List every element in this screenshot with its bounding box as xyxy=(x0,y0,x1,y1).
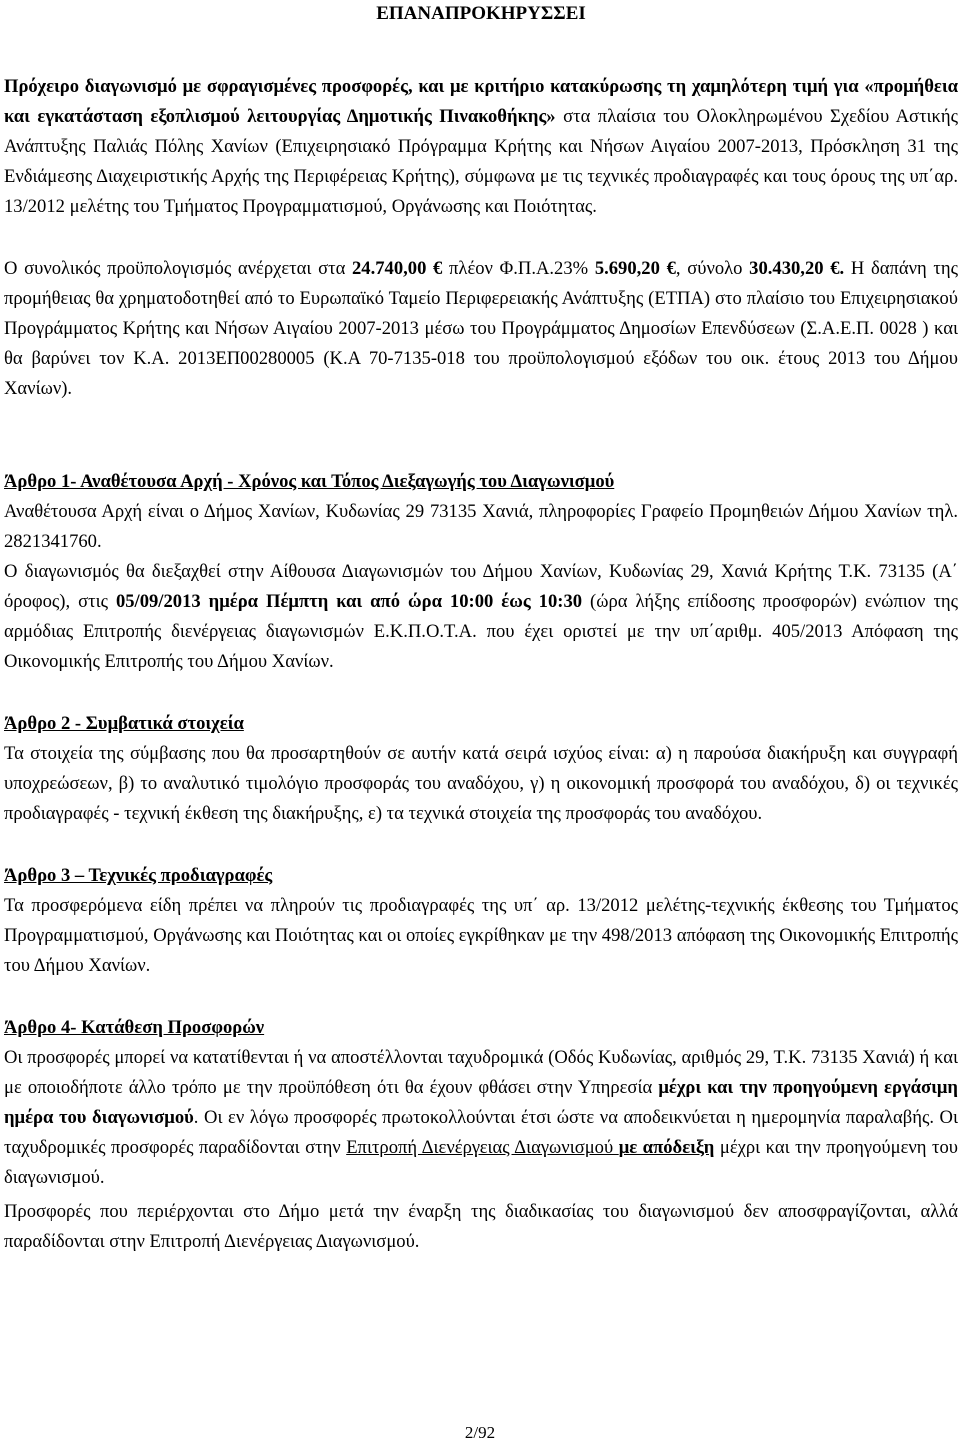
budget-text-a: Ο συνολικός προϋπολογισμός ανέρχεται στα xyxy=(4,258,352,279)
article-4-receipt: με απόδειξη xyxy=(618,1137,715,1158)
article-4-committee: Επιτροπή Διενέργειας Διαγωνισμού xyxy=(346,1137,619,1158)
budget-vat: 5.690,20 € xyxy=(594,258,676,279)
page-title: ΕΠΑΝΑΠΡΟΚΗΡΥΣΣΕΙ xyxy=(376,3,586,24)
article-4-paragraph-1: Οι προσφορές μπορεί να κατατίθενται ή να αποστέλλονται ταχυδρομικά (Οδός Κυδωνίας, αριθμός 29, Τ.Κ. 73135 Χανιά) ή και με οποιοδήποτε άλλο τρόπο με την προϋπόθεση ότι θα έχουν φθάσει στην Υπηρεσία μέχρι και την προηγούμενη εργάσιμη ημέρα του διαγωνισμού. Οι εν λόγω προσφορές πρωτοκολλούνται έτσι ώστε να αποδεικνύεται η ημερομηνία παραλαβής. Οι ταχυδρομικές προσφορές παραδίδονται στην Επιτροπή Διενέργειας Διαγωνισμού με απόδειξη μέχρι και την προηγούμενη του διαγωνισμού. xyxy=(4,1047,959,1188)
article-1-paragraph-2: Ο διαγωνισμός θα διεξαχθεί στην Αίθουσα Διαγωνισμών του Δήμου Χανίων, Κυδωνίας 29, Χανιά Κρήτης Τ.Κ. 73135 (Α΄ όροφος), στις 05/09/2013 ημέρα Πέμπτη και από ώρα 10:00 έως 10:30 (ώρα λήξης επίδοσης προσφορών) ενώπιον της αρμόδιας Επιτροπής διενέργειας διαγωνισμών Ε.Κ.Π.Ο.Τ.Α. που έχει οριστεί με την υπ΄αριθμ. 405/2013 Απόφαση της Οικονομικής Επιτροπής του Δήμου Χανίων. xyxy=(4,561,958,672)
article-3-paragraph: Τα προσφερόμενα είδη πρέπει να πληρούν τις προδιαγραφές της υπ΄ αρ. 13/2012 μελέτης-τεχνικής έκθεσης του Τμήματος Προγραμματισμού, Οργάνωσης και Ποιότητας και οι οποίες εγκρίθηκαν με την 498/2013 απόφαση της Οικονομικής Επιτροπής του Δήμου Χανίων. xyxy=(4,895,958,976)
budget-text-c: , σύνολο xyxy=(675,258,750,279)
intro-paragraph xyxy=(4,72,958,222)
article-2-paragraph: Τα στοιχεία της σύμβασης που θα προσαρτηθούν σε αυτήν κατά σειρά ισχύος είναι: α) η παρούσα διακήρυξη και συγγραφή υποχρεώσεων, β) το αναλυτικό τιμολόγιο προσφοράς του αναδόχου, γ) η οικονομική προσφορά του αναδόχου, δ) οι τεχνικές προδιαγραφές - τεχνική έκθεση της διακήρυξης, ε) τα τεχνικά στοιχεία της προσφοράς του αναδόχου. xyxy=(4,743,958,824)
intro-bold-text: Πρόχειρο διαγωνισμό με σφραγισμένες προσφορές, και με κριτήριο κατακύρωσης τη χαμηλότερη τιμή για «προμήθεια και εγκατάσταση εξοπλισμού λειτουργίας Δημοτικής Πινακοθήκης» xyxy=(4,76,958,127)
article-1-heading: Άρθρο 1- Αναθέτουσα Αρχή - Χρόνος και Τόπος Διεξαγωγής του Διαγωνισμού xyxy=(4,471,615,492)
budget-total: 30.430,20 €. xyxy=(749,258,845,279)
page-number: 2/92 xyxy=(464,1423,496,1442)
article-4-heading: Άρθρο 4- Κατάθεση Προσφορών xyxy=(4,1017,265,1038)
budget-paragraph xyxy=(4,254,958,404)
article-4-paragraph-2: Προσφορές που περιέρχονται στο Δήμο μετά την έναρξη της διαδικασίας του διαγωνισμού δεν αποσφραγίζονται, αλλά παραδίδονται στην Επιτροπή Διενέργειας Διαγωνισμού. xyxy=(4,1201,958,1252)
budget-text-d: Η δαπάνη της προμήθειας θα χρηματοδοτηθεί από το Ευρωπαϊκό Ταμείο Περιφερειακής Ανάπτυξης (ΕΤΠΑ) στο πλαίσιο του Επιχειρησιακού Προγράμματος Κρήτης και Νήσων Αιγαίου 2007-2013 μέσω του Προγράμματος Δημοσίων Επενδύσεων (Σ.Α.Ε.Π. 0028 ) και θα βαρύνει τον Κ.Α. 2013ΕΠ00280005 (Κ.Α 70-7135-018 του προϋπολογισμού εξόδων του οικ. έτους 2013 του Δήμου Χανίων). xyxy=(4,258,958,399)
budget-text-b: πλέον Φ.Π.Α.23% xyxy=(442,258,595,279)
article-2-heading: Άρθρο 2 - Συμβατικά στοιχεία xyxy=(4,713,244,734)
article-1-paragraph-1: Αναθέτουσα Αρχή είναι ο Δήμος Χανίων, Κυδωνίας 29 73135 Χανιά, πληροφορίες Γραφείο Προμηθειών Δήμου Χανίων τηλ. 2821341760. xyxy=(4,501,958,552)
budget-amount: 24.740,00 € xyxy=(352,258,443,279)
document-page xyxy=(4,0,958,1257)
article-1-date: 05/09/2013 ημέρα Πέμπτη και από ώρα 10:00 έως 10:30 xyxy=(115,591,583,612)
intro-text: στα πλαίσια του Ολοκληρωμένου Σχεδίου Αστικής Ανάπτυξης Παλιάς Πόλης Χανίων (Επιχειρησιακό Πρόγραμμα Κρήτης και Νήσων Αιγαίου 2007-2013, Πρόσκληση 31 της Ενδιάμεσης Διαχειριστικής Αρχής της Περιφέρειας Κρήτης), σύμφωνα με τις τεχνικές προδιαγραφές και τους όρους της υπ΄αρ. 13/2012 μελέτης του Τμήματος Προγραμματισμού, Οργάνωσης και Ποιότητας. xyxy=(4,106,958,217)
article-3-heading: Άρθρο 3 – Τεχνικές προδιαγραφές xyxy=(4,865,273,886)
article-4-deadline: μέχρι και την προηγούμενη εργάσιμη ημέρα του διαγωνισμού xyxy=(4,1077,958,1128)
